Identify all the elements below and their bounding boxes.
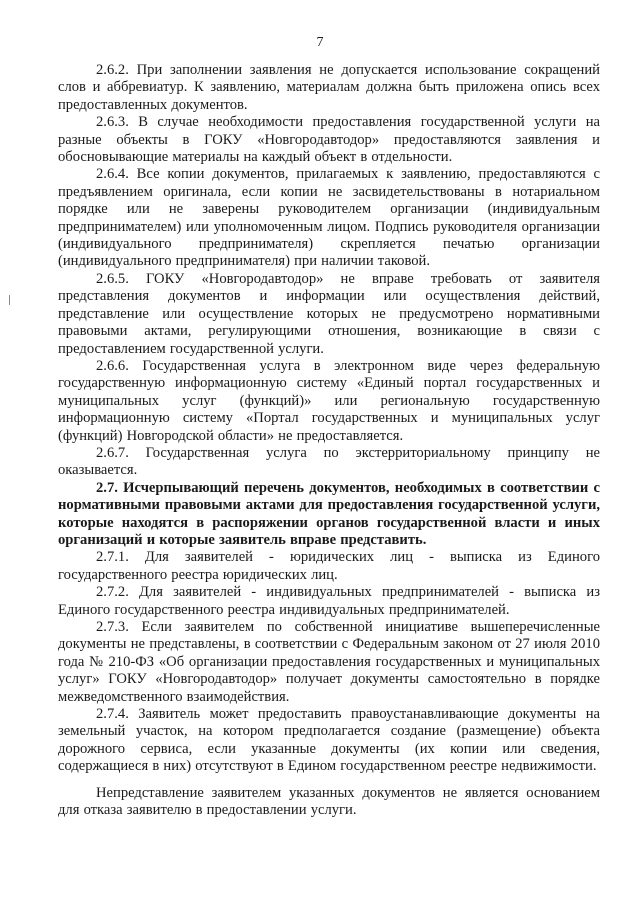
- paragraph-2-7-2: 2.7.2. Для заявителей - индивидуальных предпринимателей - выписка из Единого государственного реестра индивидуальных предпринимателей.: [58, 584, 600, 618]
- paragraph-2-6-4: 2.6.4. Все копии документов, прилагаемых к заявлению, предоставляются с предъявлением оригинала, если копии не засвидетельствованы в нотариальном порядке или не заверены руководителем организации (индивидуальным предпринимателем) или уполномоченным лицом. Подпись руководителя организации (индивидуального предпринимателя) скрепляется печатью организации (индивидуального предпринимателя) при наличии таковой.: [58, 166, 600, 270]
- section-heading-2-7: 2.7. Исчерпывающий перечень документов, необходимых в соответствии с нормативными правовыми актами для предоставления государственной услуги, которые находятся в распоряжении органов государственной власти и иных организаций и которые заявитель вправе представить.: [58, 479, 600, 548]
- paragraph-2-6-7: 2.6.7. Государственная услуга по экстерриториальному принципу не оказывается.: [58, 444, 600, 479]
- paragraph-non-submission: Непредставление заявителем указанных документов не является основанием для отказа заявителю в предоставлении услуги.: [58, 784, 600, 819]
- document-body: [58, 62, 600, 819]
- paragraph-2-7-1: 2.7.1. Для заявителей - юридических лиц - выписка из Единого государственного реестра юридических лиц.: [58, 549, 600, 583]
- margin-mark: [9, 295, 10, 305]
- paragraph-2-6-6: 2.6.6. Государственная услуга в электронном виде через федеральную государственную информационную систему «Единый портал государственных и муниципальных услуг (функций)» или региональную государственную информационную систему «Портал государственных и муниципальных услуг (функций) Новгородской области» не предоставляется.: [58, 357, 600, 444]
- paragraph-2-6-3: 2.6.3. В случае необходимости предоставления государственной услуги на разные объекты в ГОКУ «Новгородавтодор» предоставляются заявления и обосновывающие материалы на каждый объект в отдельности.: [58, 114, 600, 166]
- paragraph-2-7-4: 2.7.4. Заявитель может предоставить правоустанавливающие документы на земельный участок, на котором предполагается создание (размещение) объекта дорожного сервиса, если указанные документы (их копии или сведения, содержащиеся в них) отсутствуют в Едином государственном реестре недвижимости.: [58, 706, 600, 775]
- paragraph-2-6-2: 2.6.2. При заполнении заявления не допускается использование сокращений слов и аббревиатур. К заявлению, материалам должна быть приложена опись всех предоставленных документов.: [58, 62, 600, 113]
- page-number: 7: [316, 35, 324, 50]
- paragraph-2-6-5: 2.6.5. ГОКУ «Новгородавтодор» не вправе требовать от заявителя представления документов и информации или осуществления действий, представление или осуществление которых не предусмотрено нормативными правовыми актами, регулирующими отношения, возникающие в связи с предоставлением государственной услуги.: [58, 270, 600, 357]
- paragraph-2-7-3: 2.7.3. Если заявителем по собственной инициативе вышеперечисленные документы не представлены, в соответствии с Федеральным законом от 27 июля 2010 года № 210-ФЗ «Об организации предоставления государственных и муниципальных услуг» ГОКУ «Новгородавтодор» получает документы самостоятельно в порядке межведомственного взаимодействия.: [58, 619, 600, 705]
